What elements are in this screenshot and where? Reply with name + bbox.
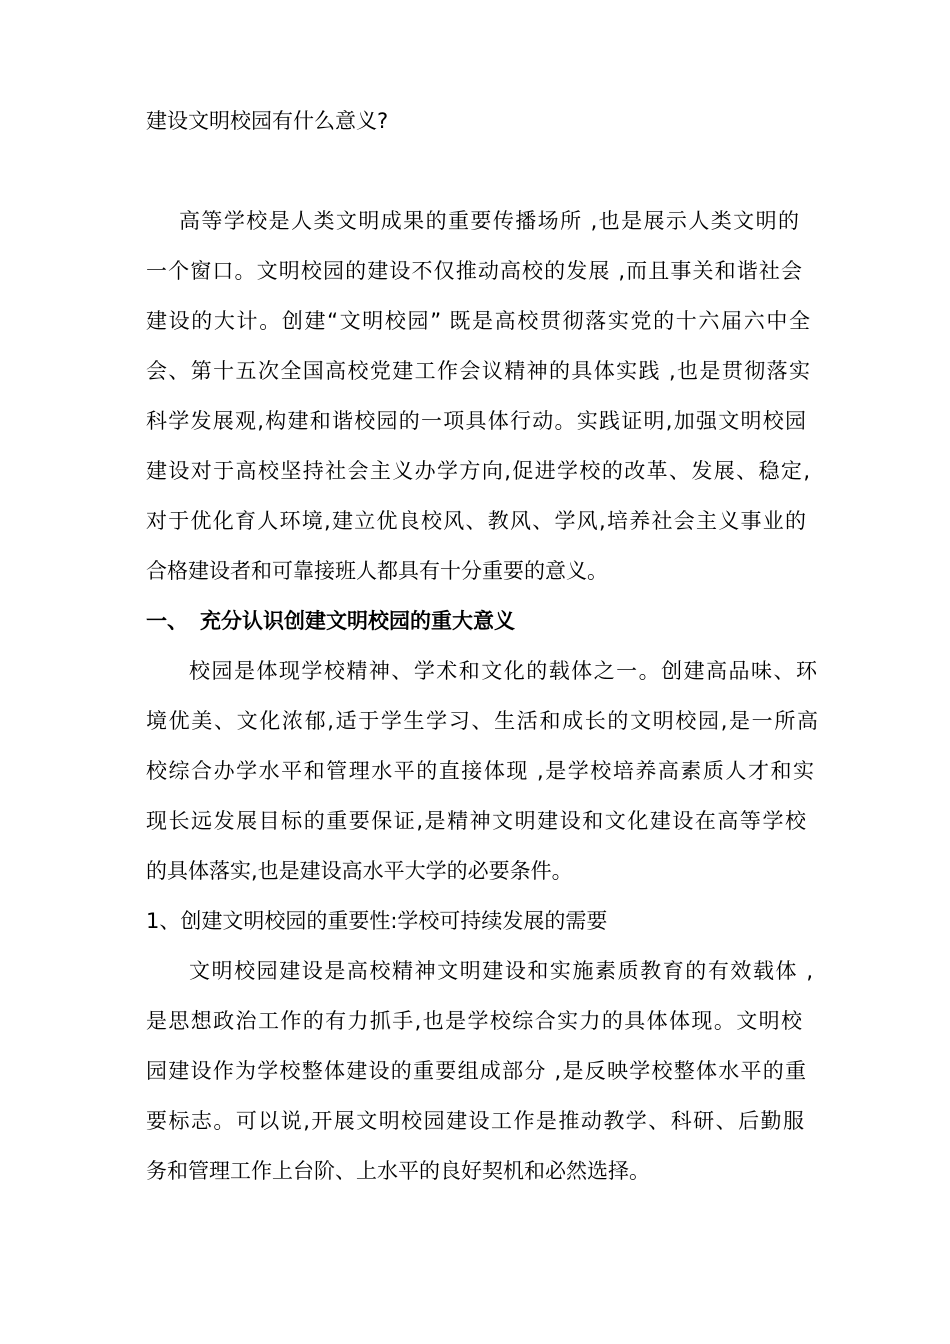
subsection1-line-5: 务和管理工作上台阶、上水平的良好契机和必然选择。 bbox=[146, 1159, 650, 1183]
subsection1-line-1: 文明校园建设是高校精神文明建设和实施素质教育的有效载体 , bbox=[189, 959, 813, 983]
section1-line-1: 校园是体现学校精神、学术和文化的载体之一。创建高品味、环 bbox=[189, 659, 817, 683]
section1-line-4: 现长远发展目标的重要保证,是精神文明建设和文化建设在高等学校 bbox=[146, 809, 806, 833]
intro-line-4: 会、第十五次全国高校党建工作会议精神的具体实践 ,也是贯彻落实 bbox=[146, 359, 810, 383]
section-number: 一、 bbox=[146, 609, 188, 633]
subsection-heading-1: 1、创建文明校园的重要性:学校可持续发展的需要 bbox=[146, 909, 608, 933]
intro-line-5: 科学发展观,构建和谐校园的一项具体行动。实践证明,加强文明校园 bbox=[146, 409, 806, 433]
subsection1-line-4: 要标志。可以说,开展文明校园建设工作是推动教学、科研、后勤服 bbox=[146, 1109, 804, 1133]
intro-line-7: 对于优化育人环境,建立优良校风、教风、学风,培养社会主义事业的 bbox=[146, 509, 806, 533]
intro-line-3: 建设的大计。创建“文明校园” 既是高校贯彻落实党的十六届六中全 bbox=[146, 309, 810, 333]
section-heading-1 bbox=[146, 606, 826, 636]
section1-line-5: 的具体落实,也是建设高水平大学的必要条件。 bbox=[146, 859, 573, 883]
section1-line-2: 境优美、文化浓郁,适于学生学习、生活和成长的文明校园,是一所高 bbox=[146, 709, 818, 733]
section-heading-text: 充分认识创建文明校园的重大意义 bbox=[200, 609, 515, 633]
intro-line-6: 建设对于高校坚持社会主义办学方向,促进学校的改革、发展、稳定, bbox=[146, 459, 810, 483]
subsection1-line-2: 是思想政治工作的有力抓手,也是学校综合实力的具体体现。文明校 bbox=[146, 1009, 802, 1033]
intro-line-8: 合格建设者和可靠接班人都具有十分重要的意义。 bbox=[146, 559, 608, 583]
section1-line-3: 校综合办学水平和管理水平的直接体现 ,是学校培养高素质人才和实 bbox=[146, 759, 814, 783]
subsection1-line-3: 园建设作为学校整体建设的重要组成部分 ,是反映学校整体水平的重 bbox=[146, 1059, 806, 1083]
document-title: 建设文明校园有什么意义? bbox=[146, 109, 389, 133]
intro-line-2: 一个窗口。文明校园的建设不仅推动高校的发展 ,而且事关和谐社会 bbox=[146, 259, 802, 283]
intro-line-1: 高等学校是人类文明成果的重要传播场所 ,也是展示人类文明的 bbox=[179, 209, 799, 233]
